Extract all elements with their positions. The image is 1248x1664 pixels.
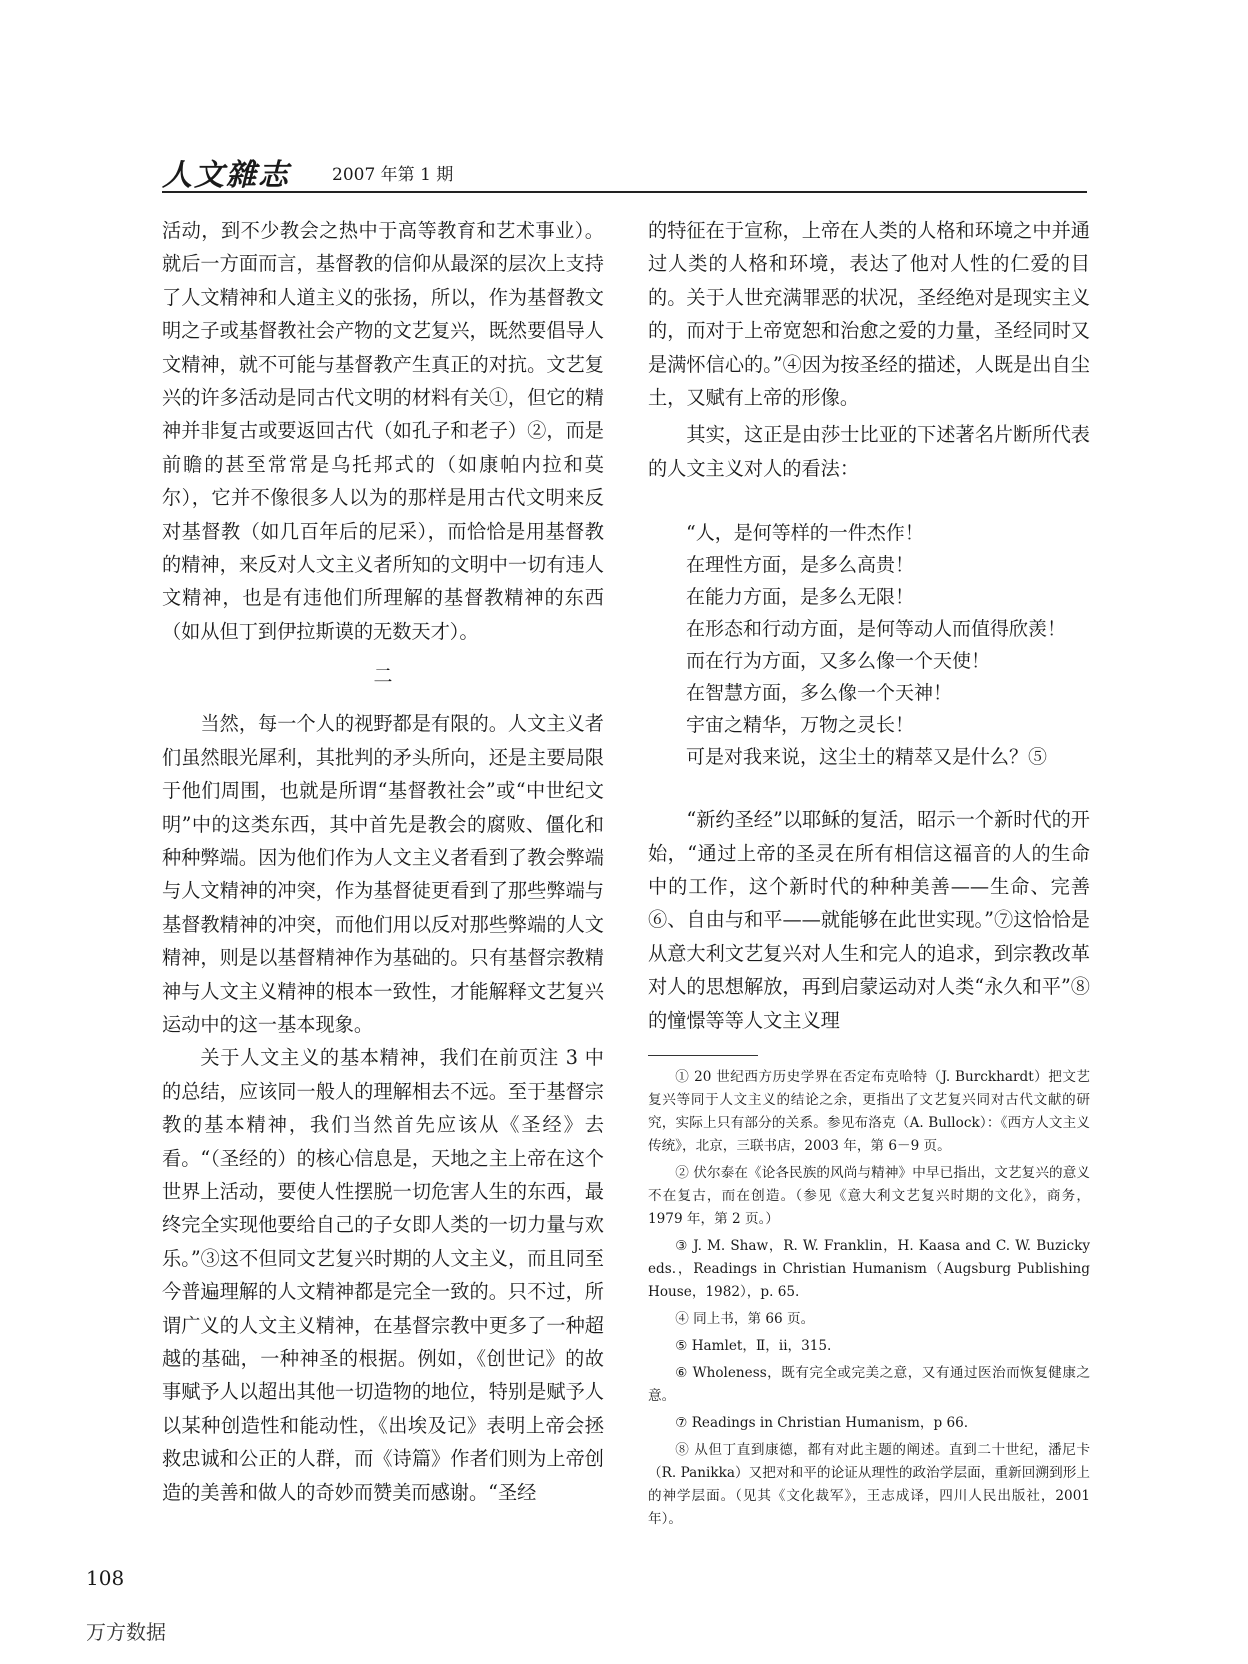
quote-line: “人，是何等样的一件杰作！ xyxy=(686,522,924,545)
quote-line: 可是对我来说，这尘土的精萃又是什么？⑤ xyxy=(686,746,1048,769)
left-column xyxy=(162,214,604,1509)
right-paragraph-2: 其实，这正是由莎士比亚的下述著名片断所代表的人文主义对人的看法： xyxy=(648,423,1090,480)
shakespeare-quote xyxy=(648,517,1090,773)
quote-line: 在理性方面，是多么高贵！ xyxy=(686,554,915,577)
footnote: ① 20 世纪西方历史学界在否定布克哈特（J. Burckhardt）把文艺复兴等同于人文主义的结论之余，更指出了文艺复兴同对古代文献的研究，实际上只有部分的关系。参见布洛克（A. Bullock）：《西方人文主义传统》，北京，三联书店，2003 年，第 6－9 页。 xyxy=(648,1069,1090,1155)
footnote: ⑧ 从但丁直到康德，都有对此主题的阐述。直到二十世纪，潘尼卡（R. Panikka）又把对和平的论证从理性的政治学层面，重新回溯到形上的神学层面。（见其《文化裁军》，王志成译，四川人民出版社，2001 年）。 xyxy=(648,1442,1090,1528)
quote-line: 在智慧方面，多么像一个天神！ xyxy=(686,682,953,705)
quote-line: 在能力方面，是多么无限！ xyxy=(686,586,915,609)
footnote: ⑦ Readings in Christian Humanism，p 66. xyxy=(675,1415,969,1432)
quote-line: 宇宙之精华，万物之灵长！ xyxy=(686,714,915,737)
quote-line: 在形态和行动方面，是何等动人而值得欣羡！ xyxy=(686,618,1067,641)
section-heading: 二 xyxy=(373,665,393,688)
left-paragraph-3: 关于人文主义的基本精神，我们在前页注 3 中的总结，应该同一般人的理解相去不远。至于基督宗教的基本精神，我们当然首先应该从《圣经》去看。“（圣经的）的核心信息是，天地之主上帝在这个世界上活动，要使人性摆脱一切危害人生的东西，最终完全实现他要给自己的子女即人类的一切力量与欢乐。”③这不但同文艺复兴时期的人文主义，而且同至今普遍理解的人文精神都是完全一致的。只不过，所谓广义的人文主义精神，在基督宗教中更多了一种超越的基础，一种神圣的根据。例如，《创世记》的故事赋予人以超出其他一切造物的地位，特别是赋予人以某种创造性和能动性，《出埃及记》表明上帝会拯救忠诚和公正的人群，而《诗篇》作者们则为上帝创造的美善和做人的奇妙而赞美而感谢。“圣经 xyxy=(162,1046,604,1504)
footnote: ③ J. M. Shaw，R. W. Franklin，H. Kaasa and C. W. Buzicky eds.，Readings in Christian Humanism（Augsburg Publishing House，1982），p. 65. xyxy=(648,1238,1090,1301)
footnote: ⑤ Hamlet，Ⅱ，ⅱ，315. xyxy=(675,1338,832,1355)
left-paragraph-1: 活动，到不少教会之热中于高等教育和艺术事业）。就后一方面而言，基督教的信仰从最深的层次上支持了人文精神和人道主义的张扬，所以，作为基督教文明之子或基督教社会产物的文艺复兴，既然要倡导人文精神，就不可能与基督教产生真正的对抗。文艺复兴的许多活动是同古代文明的材料有关①，但它的精神并非复古或要返回古代（如孔子和老子）②，而是前瞻的甚至常常是乌托邦式的（如康帕内拉和莫尔），它并不像很多人以为的那样是用古代文明来反对基督教（如几百年后的尼采），而恰恰是用基督教的精神，来反对人文主义者所知的文明中一切有违人文精神，也是有违他们所理解的基督教精神的东西（如从但丁到伊拉斯谟的无数天才）。 xyxy=(162,219,604,643)
footnote: ② 伏尔泰在《论各民族的风尚与精神》中早已指出，文艺复兴的意义不在复古，而在创造。（参见《意大利文艺复兴时期的文化》，商务，1979 年，第 2 页。） xyxy=(648,1165,1090,1228)
issue-label: 2007 年第 1 期 xyxy=(332,165,454,185)
footnote: ⑥ Wholeness，既有完全或完美之意，又有通过医治而恢复健康之意。 xyxy=(648,1365,1090,1405)
right-column xyxy=(648,214,1090,1535)
right-paragraph-1: 的特征在于宣称，上帝在人类的人格和环境之中并通过人类的人格和环境，表达了他对人性的仁爱的目的。关于人世充满罪恶的状况，圣经绝对是现实主义的，而对于上帝宽恕和治愈之爱的力量，圣经同时又是满怀信心的。”④因为按圣经的描述，人既是出自尘土，又赋有上帝的形像。 xyxy=(648,219,1090,410)
journal-logo: 人文雜志 xyxy=(162,158,290,193)
quote-line: 而在行为方面，又多么像一个天使！ xyxy=(686,650,991,673)
footnote: ④ 同上书，第 66 页。 xyxy=(675,1311,815,1328)
page-header xyxy=(162,150,1087,194)
footnote-rule xyxy=(648,1055,758,1056)
header-rule xyxy=(162,191,1087,193)
watermark: 万方数据 xyxy=(86,1620,166,1644)
page-number: 108 xyxy=(86,1566,125,1590)
footnotes xyxy=(648,1066,1090,1531)
left-paragraph-2: 当然，每一个人的视野都是有限的。人文主义者们虽然眼光犀利，其批判的矛头所向，还是主要局限于他们周围，也就是所谓“基督教社会”或“中世纪文明”中的这类东西，其中首先是教会的腐败、僵化和种种弊端。因为他们作为人文主义者看到了教会弊端与人文精神的冲突，作为基督徒更看到了那些弊端与基督教精神的冲突，而他们用以反对那些弊端的人文精神，则是以基督精神作为基础的。只有基督宗教精神与人文主义精神的根本一致性，才能解释文艺复兴运动中的这一基本现象。 xyxy=(162,712,604,1036)
right-paragraph-3: “新约圣经”以耶稣的复活，昭示一个新时代的开始，“通过上帝的圣灵在所有相信这福音的人的生命中的工作，这个新时代的种种美善——生命、完善⑥、自由与和平——就能够在此世实现。”⑦这恰恰是从意大利文艺复兴对人生和完人的追求，到宗教改革对人的思想解放，再到启蒙运动对人类“永久和平”⑧的憧憬等等人文主义理 xyxy=(648,808,1090,1032)
